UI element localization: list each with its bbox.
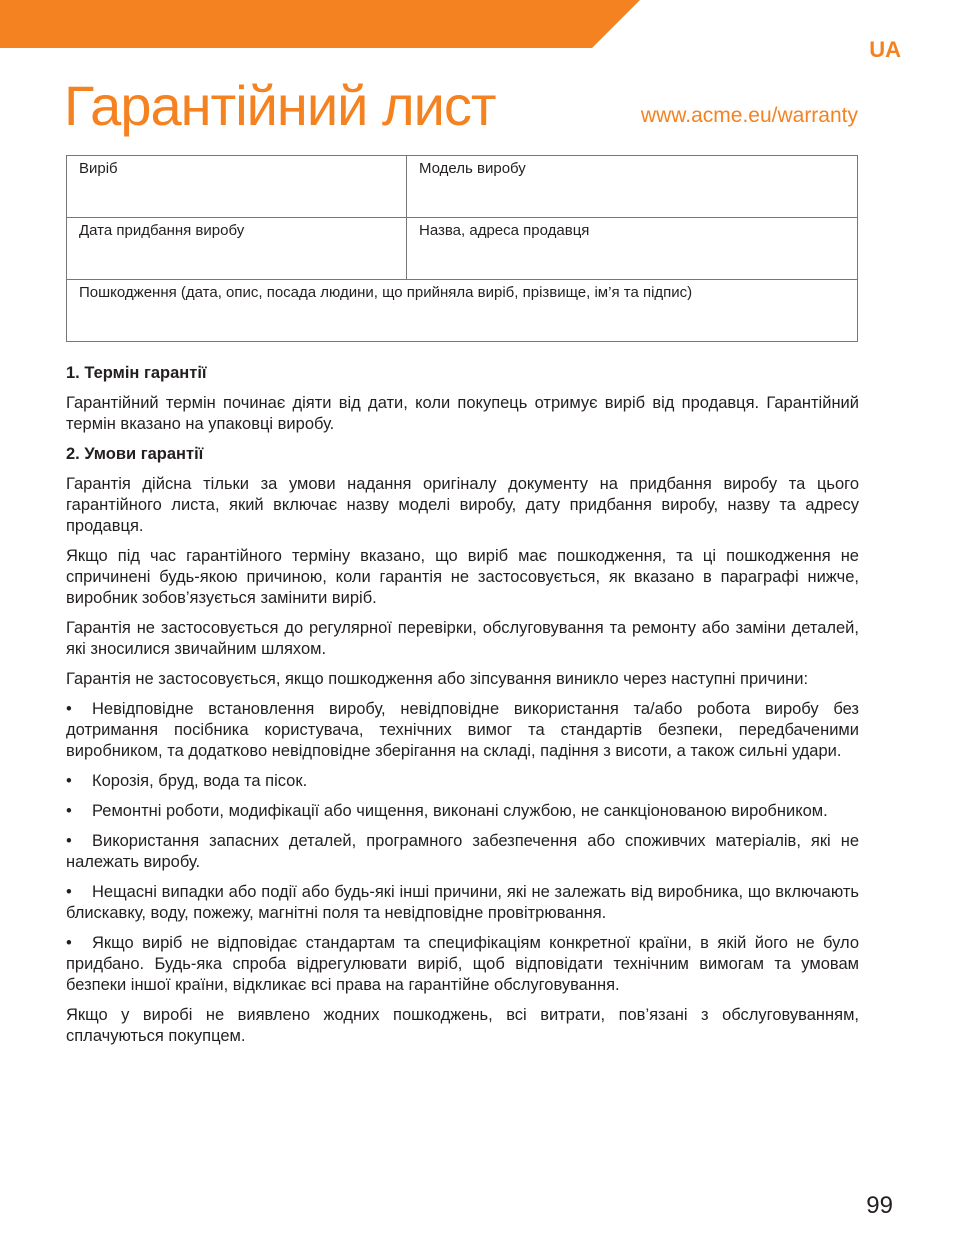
seller-field[interactable]: Назва, адреса продавця: [419, 222, 590, 239]
page-title: Гарантійний лист: [64, 74, 496, 137]
bullet-icon: •: [66, 832, 72, 850]
form-row: [67, 156, 857, 218]
section-heading-conditions: 2. Умови гарантії: [66, 445, 204, 463]
form-row: [67, 218, 857, 280]
list-item-text: Ремонтні роботи, модифікації або чищення, виконані службою, не санкціонованою виробником.: [92, 802, 828, 820]
model-field[interactable]: Модель виробу: [419, 160, 526, 177]
list-item-text: Нещасні випадки або події або будь-які інші причини, які не залежать від виробника, що включають блискавку, воду, пожежу, магнітні поля та невідповідне провітрювання.: [66, 883, 859, 922]
list-item: [66, 771, 859, 792]
bullet-icon: •: [66, 772, 72, 790]
bullet-icon: •: [66, 883, 72, 901]
paragraph: Гарантійний термін починає діяти від дати, коли покупець отримує виріб від продавця. Гарантійний термін вказано на упаковці виробу.: [66, 394, 859, 433]
paragraph: Якщо у виробі не виявлено жодних пошкоджень, всі витрати, пов’язані з обслуговуванням, сплачуються покупцем.: [66, 1006, 859, 1045]
list-item-text: Невідповідне встановлення виробу, невідповідне використання та/або робота виробу без дотримання посібника користувача, технічних вимог та стандартів безпеки, передбаченими виробником, та додатково невідповідне зберігання на складі, падіння з висоти, а також сильні удари.: [66, 700, 859, 760]
paragraph: Якщо під час гарантійного терміну вказано, що виріб має пошкодження, та ці пошкодження не спричинені будь-якою причиною, коли гарантія не застосовується, як вказано в параграфі нижче, виробник зобов’язується замінити виріб.: [66, 547, 859, 607]
page-number: 99: [866, 1192, 893, 1219]
header-banner: [0, 0, 640, 48]
list-item: [66, 831, 859, 873]
warranty-url[interactable]: www.acme.eu/warranty: [640, 104, 858, 127]
paragraph: Гарантія не застосовується, якщо пошкодження або зіпсування виникло через наступні причини:: [66, 670, 809, 688]
list-item: [66, 801, 859, 822]
paragraph: Гарантія дійсна тільки за умови надання оригіналу документу на придбання виробу та цього гарантійного листа, який включає назву моделі виробу, дату придбання виробу, назву та адресу продавця.: [66, 475, 859, 535]
bullet-icon: •: [66, 934, 72, 952]
list-item: [66, 699, 859, 762]
list-item-text: Використання запасних деталей, програмного забезпечення або споживчих матеріалів, які не належать виробу.: [66, 832, 859, 871]
bullet-icon: •: [66, 700, 72, 718]
warranty-form: [66, 155, 858, 342]
list-item-text: Корозія, бруд, вода та пісок.: [92, 772, 308, 790]
bullet-icon: •: [66, 802, 72, 820]
language-code: UA: [869, 37, 901, 62]
list-item-text: Якщо виріб не відповідає стандартам та специфікаціям конкретної країни, в якій його не було придбано. Будь-яка спроба відрегулювати виріб, щоб відповідати технічним вимогам та умовам безпеки іншої країни, відкликає всі права на гарантійне обслуговування.: [66, 934, 859, 994]
paragraph: Гарантія не застосовується до регулярної перевірки, обслуговування та ремонту або заміни деталей, які зносилися звичайним шляхом.: [66, 619, 859, 658]
damage-field[interactable]: Пошкодження (дата, опис, посада людини, що прийняла виріб, прізвище, ім’я та підпис): [79, 284, 693, 301]
warranty-terms: [66, 363, 859, 1056]
list-item: [66, 933, 859, 996]
form-row: [67, 280, 857, 341]
purchase-date-field[interactable]: Дата придбання виробу: [67, 218, 407, 279]
section-heading-term: 1. Термін гарантії: [66, 364, 207, 382]
product-field[interactable]: Виріб: [67, 156, 407, 217]
list-item: [66, 882, 859, 924]
